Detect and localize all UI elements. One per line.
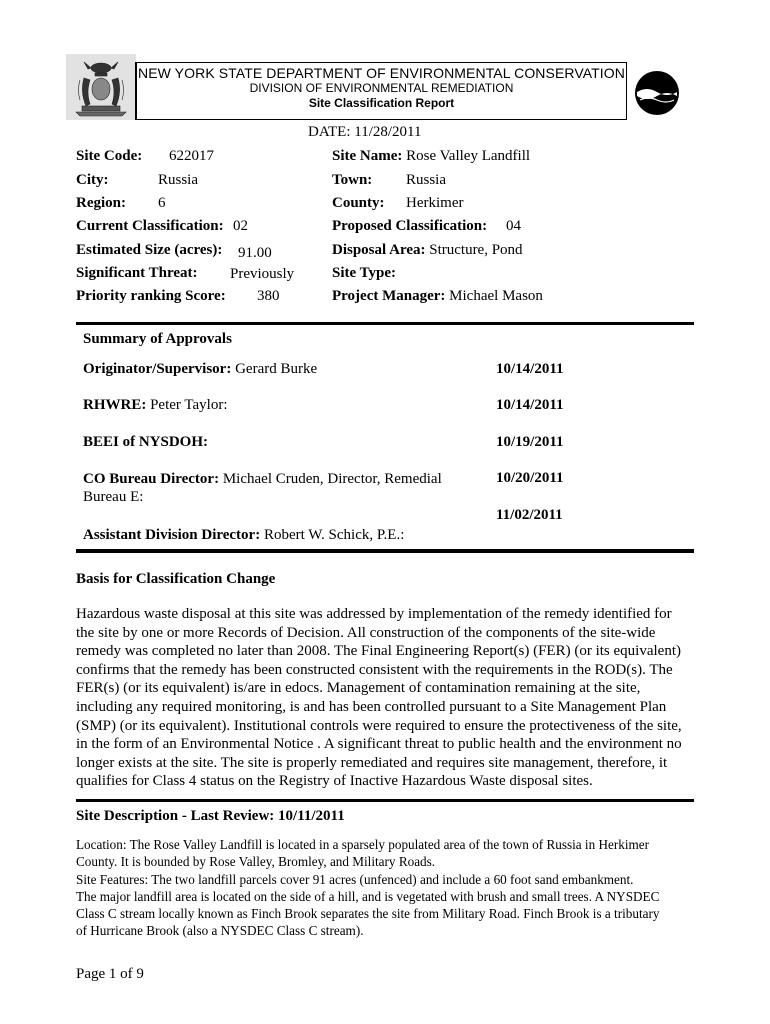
estimated-size-label: Estimated Size (acres): (76, 242, 223, 258)
region-label: Region: (76, 195, 126, 211)
approval-name: Peter Taylor: (146, 397, 228, 413)
current-classification-label: Current Classification: (76, 218, 224, 234)
division-title: DIVISION OF ENVIRONMENTAL REMEDIATION (249, 81, 514, 95)
basis-line: confirms that the remedy has been constructed consistent with the requirements in the ROD(s). The (76, 661, 673, 678)
approval-role: Assistant Division Director: (83, 527, 261, 543)
disposal-area-label: Disposal Area: (332, 242, 426, 258)
description-line: Location: The Rose Valley Landfill is located in a sparsely populated area of the town of Russia in Herkimer (76, 837, 650, 852)
proposed-classification-value: 04 (506, 218, 521, 234)
page-number: Page 1 of 9 (76, 966, 144, 982)
site-type-label: Site Type: (332, 265, 397, 281)
region-value: 6 (158, 195, 166, 211)
town-value: Russia (406, 172, 447, 188)
project-manager-value: Michael Mason (449, 288, 543, 304)
section-divider (76, 549, 694, 553)
approval-role: Originator/Supervisor: (83, 361, 232, 377)
approval-name: Gerard Burke (231, 361, 318, 377)
proposed-classification-label: Proposed Classification: (332, 218, 488, 234)
city-value: Russia (158, 172, 199, 188)
city-label: City: (76, 172, 109, 188)
estimated-size-value: 91.00 (238, 245, 272, 261)
basis-line: remedy was completed no later than 2008. The Final Engineering Report(s) (FER) (or its equivalent) (76, 643, 681, 660)
site-description-title: Site Description - Last Review: 10/11/2011 (76, 808, 345, 824)
approval-date: 10/20/2011 (496, 470, 564, 486)
basis-title: Basis for Classification Change (76, 571, 276, 587)
header-box (135, 62, 627, 120)
basis-line: qualifies for Class 4 status on the Registry of Inactive Hazardous Waste disposal sites. (76, 773, 593, 790)
disposal-area-field (332, 242, 523, 259)
significant-threat-value: Previously (230, 266, 295, 282)
description-line: County. It is bounded by Rose Valley, Bromley, and Military Roads. (76, 854, 436, 870)
section-divider (76, 799, 694, 802)
project-manager-field (332, 288, 543, 305)
approval-date: 10/14/2011 (496, 361, 564, 377)
site-name-field (332, 148, 530, 165)
basis-line: the site by one or more Records of Decision. All construction of the components of the site-wide (76, 624, 656, 641)
project-manager-label: Project Manager: (332, 288, 446, 304)
town-label: Town: (332, 172, 373, 188)
current-classification-value: 02 (233, 218, 248, 234)
nys-seal-icon (66, 54, 136, 120)
approvals-title: Summary of Approvals (83, 331, 232, 347)
section-divider (76, 322, 694, 325)
approval-role: CO Bureau Director: (83, 471, 220, 487)
approval-date: 10/19/2011 (496, 434, 564, 450)
approval-row (83, 527, 404, 544)
description-line: Class C stream locally known as Finch Brook separates the site from Military Road. Finch Brook is a tributary (76, 906, 660, 922)
site-code-value: 622017 (169, 148, 214, 164)
significant-threat-label: Significant Threat: (76, 265, 198, 281)
approval-row (83, 397, 228, 414)
basis-line: Hazardous waste disposal at this site was addressed by implementation of the remedy identified for (76, 606, 672, 622)
basis-line: in the form of an Environmental Notice . A significant threat to public health and the environment no (76, 736, 682, 753)
approval-row (83, 434, 208, 451)
description-line: of Hurricane Brook (also a NYSDEC Class C stream). (76, 923, 364, 939)
approval-date: 11/02/2011 (496, 507, 563, 523)
county-value: Herkimer (406, 195, 464, 211)
report-date: DATE: 11/28/2011 (308, 124, 422, 140)
approval-row (83, 471, 442, 488)
approval-row (83, 361, 317, 378)
approval-role: RHWRE: (83, 397, 147, 413)
site-description-text (76, 836, 692, 940)
approval-name: Robert W. Schick, P.E.: (260, 527, 405, 543)
nysdec-logo-icon (634, 70, 680, 116)
description-line: The major landfill area is located on the side of a hill, and is vegetated with brush and small trees. A NYSDEC (76, 888, 660, 904)
basis-line: longer exists at the site. The site is properly remediated and requires site management, therefore, it (76, 754, 668, 771)
approval-name-continued: Bureau E: (83, 489, 144, 505)
basis-line: including any required monitoring, is and has been controlled pursuant to a Site Management Plan (76, 698, 667, 715)
approval-date: 10/14/2011 (496, 397, 564, 413)
priority-score-value: 380 (257, 288, 280, 304)
site-code-label: Site Code: (76, 148, 143, 164)
county-label: County: (332, 195, 385, 211)
basis-line: (SMP) (or its equivalent). Institutional controls were required to ensure the protectiveness of the site, (76, 717, 682, 734)
basis-paragraph (76, 605, 692, 791)
site-name-value: Rose Valley Landfill (406, 148, 531, 164)
basis-line: FER(s) (or its equivalent) is/are in edocs. Management of contamination remaining at the site, (76, 680, 641, 697)
description-line: Site Features: The two landfill parcels cover 91 acres (unfenced) and include a 60 foot sand embankment. (76, 871, 634, 887)
disposal-area-value: Structure, Pond (429, 242, 523, 258)
report-title: Site Classification Report (308, 96, 455, 110)
department-title: NEW YORK STATE DEPARTMENT OF ENVIRONMENTAL CONSERVATION (137, 65, 625, 81)
priority-score-label: Priority ranking Score: (76, 288, 226, 304)
site-name-label: Site Name: (332, 148, 403, 164)
approval-role: BEEI of NYSDOH: (83, 434, 209, 450)
approval-name: Michael Cruden, Director, Remedial (219, 471, 442, 487)
